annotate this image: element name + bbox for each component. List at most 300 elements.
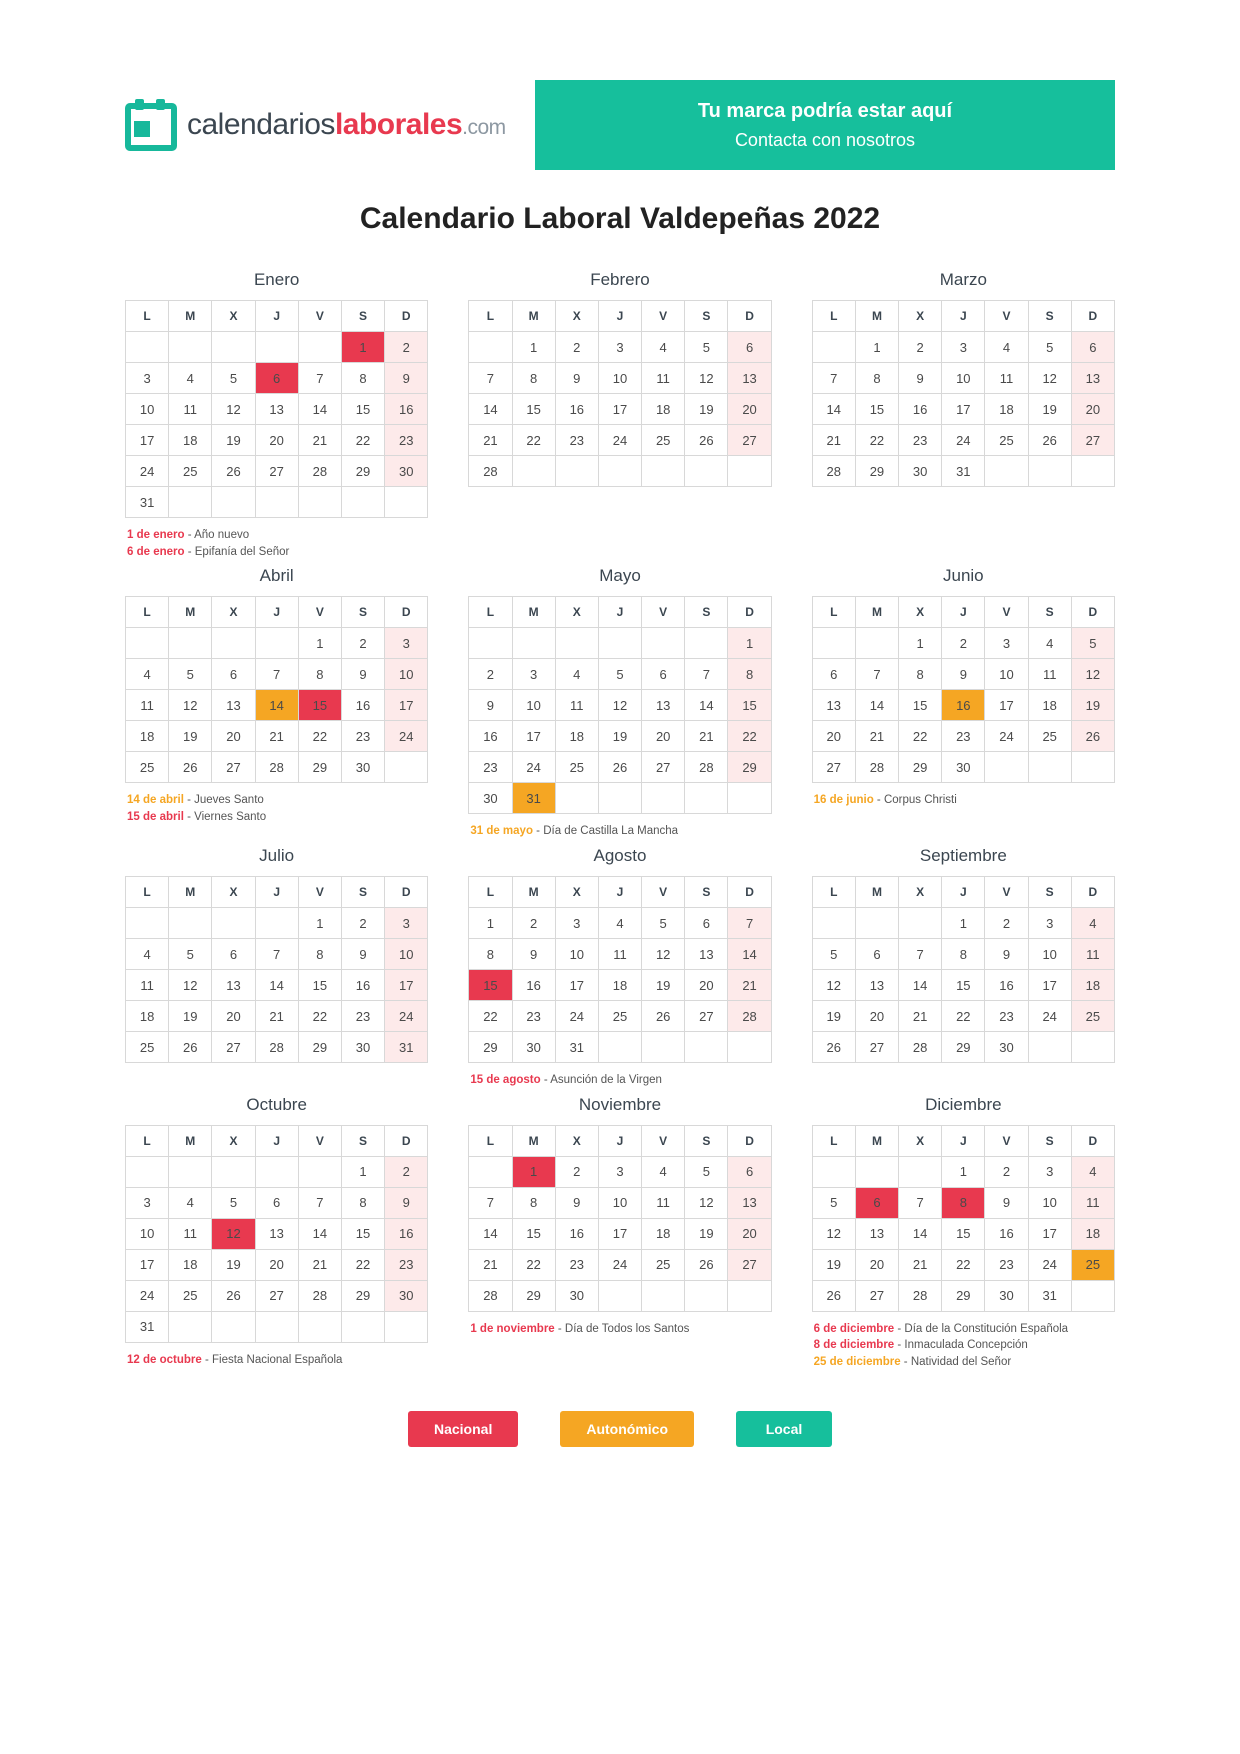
day-cell: 12	[212, 394, 255, 425]
day-cell-empty	[169, 487, 212, 518]
day-cell: 8	[469, 939, 512, 970]
day-cell: 1	[899, 628, 942, 659]
day-cell: 8	[298, 659, 341, 690]
weekday-header: L	[469, 1125, 512, 1156]
holiday-note-text: - Viernes Santo	[183, 811, 267, 824]
day-cell: 30	[942, 752, 985, 783]
day-cell-empty	[512, 456, 555, 487]
day-cell: 13	[855, 970, 898, 1001]
day-cell: 9	[341, 939, 384, 970]
day-cell: 15	[512, 1218, 555, 1249]
weekday-header: L	[469, 597, 512, 628]
day-cell: 27	[812, 752, 855, 783]
day-cell: 1	[341, 1156, 384, 1187]
weekday-header-row	[812, 301, 1114, 332]
day-cell-empty	[685, 628, 728, 659]
day-cell: 18	[555, 721, 598, 752]
day-cell: 20	[685, 970, 728, 1001]
day-cell: 7	[298, 1187, 341, 1218]
holiday-note	[814, 1321, 1115, 1338]
month-notes	[125, 527, 428, 560]
day-cell: 2	[985, 908, 1028, 939]
day-cell: 6	[685, 908, 728, 939]
holiday-note-date: 1 de noviembre	[470, 1322, 555, 1335]
day-cell: 10	[598, 363, 641, 394]
day-cell: 14	[899, 970, 942, 1001]
day-cell: 6	[855, 939, 898, 970]
day-cell: 25	[642, 1249, 685, 1280]
day-cell: 7	[255, 939, 298, 970]
day-cell: 3	[1028, 1156, 1071, 1187]
day-cell: 30	[469, 783, 512, 814]
week-row	[469, 1187, 771, 1218]
day-cell: 1	[512, 332, 555, 363]
weekday-header: M	[169, 301, 212, 332]
day-cell: 3	[512, 659, 555, 690]
weekday-header: J	[598, 877, 641, 908]
day-cell: 27	[685, 1001, 728, 1032]
day-cell: 6	[212, 939, 255, 970]
day-cell-empty	[812, 628, 855, 659]
weekday-header: X	[899, 1125, 942, 1156]
month-block	[125, 846, 428, 1089]
day-cell: 23	[512, 1001, 555, 1032]
holiday-note	[127, 809, 428, 826]
day-cell: 22	[341, 1249, 384, 1280]
day-cell-empty	[385, 1311, 428, 1342]
day-cell: 23	[985, 1249, 1028, 1280]
day-cell: 7	[728, 908, 771, 939]
holiday-note-text: - Inmaculada Concepción	[894, 1339, 1028, 1352]
day-cell: 12	[685, 363, 728, 394]
day-cell: 21	[728, 970, 771, 1001]
week-row	[126, 908, 428, 939]
weekday-header: S	[1028, 597, 1071, 628]
day-cell: 17	[512, 721, 555, 752]
day-cell: 22	[942, 1001, 985, 1032]
week-row	[126, 659, 428, 690]
weekday-header: L	[126, 1125, 169, 1156]
legend	[0, 1411, 1240, 1447]
weekday-header: M	[855, 301, 898, 332]
day-cell-empty	[212, 487, 255, 518]
day-cell-holiday: 14	[255, 690, 298, 721]
holiday-note-date: 16 de junio	[813, 794, 874, 807]
holiday-note	[470, 1072, 771, 1089]
day-cell: 20	[855, 1249, 898, 1280]
weekday-header-row	[812, 877, 1114, 908]
day-cell: 10	[598, 1187, 641, 1218]
holiday-note-text: - Corpus Christi	[873, 794, 957, 807]
day-cell: 9	[555, 363, 598, 394]
week-row	[126, 1156, 428, 1187]
weekday-header: X	[899, 877, 942, 908]
day-cell: 13	[812, 690, 855, 721]
week-row	[812, 908, 1114, 939]
weekday-header: J	[255, 1125, 298, 1156]
page-title: Calendario Laboral Valdepeñas 2022	[359, 202, 881, 235]
day-cell: 19	[169, 1001, 212, 1032]
day-cell: 16	[385, 1218, 428, 1249]
week-row	[126, 1249, 428, 1280]
day-cell: 27	[1071, 425, 1114, 456]
day-cell: 1	[942, 1156, 985, 1187]
day-cell: 16	[469, 721, 512, 752]
day-cell-empty	[341, 487, 384, 518]
holiday-note-date: 6 de diciembre	[813, 1322, 895, 1335]
holiday-note	[814, 1354, 1115, 1371]
legend-chip-loc[interactable]: Local	[736, 1411, 832, 1447]
promo-banner[interactable]	[535, 80, 1115, 170]
weekday-header: D	[1071, 1125, 1114, 1156]
month-name: Septiembre	[919, 846, 1007, 866]
day-cell: 27	[728, 425, 771, 456]
holiday-note-date: 1 de enero	[127, 529, 185, 541]
day-cell: 15	[855, 394, 898, 425]
weekday-header: M	[512, 877, 555, 908]
week-row	[126, 1187, 428, 1218]
day-cell-empty	[298, 1311, 341, 1342]
day-cell: 11	[1071, 939, 1114, 970]
weekday-header: X	[899, 597, 942, 628]
day-cell: 8	[341, 363, 384, 394]
week-row	[812, 1001, 1114, 1032]
week-row	[126, 363, 428, 394]
weekday-header: V	[985, 877, 1028, 908]
day-cell-empty	[212, 628, 255, 659]
day-cell-holiday: 25	[1071, 1249, 1114, 1280]
day-cell: 7	[685, 659, 728, 690]
month-notes	[812, 792, 1115, 809]
day-cell: 17	[1028, 1218, 1071, 1249]
day-cell: 16	[341, 970, 384, 1001]
day-cell: 13	[212, 970, 255, 1001]
holiday-note	[814, 792, 1115, 809]
day-cell: 28	[899, 1032, 942, 1063]
day-cell: 26	[212, 456, 255, 487]
weekday-header: X	[212, 301, 255, 332]
day-cell: 19	[1071, 690, 1114, 721]
day-cell: 20	[212, 1001, 255, 1032]
holiday-note-date: 14 de abril	[127, 794, 184, 807]
weekday-header: J	[255, 877, 298, 908]
week-row	[126, 628, 428, 659]
month-table	[125, 300, 428, 518]
day-cell: 11	[169, 394, 212, 425]
day-cell: 29	[728, 752, 771, 783]
legend-chip-nac[interactable]: Nacional	[408, 1411, 518, 1447]
holiday-note-text: - Año nuevo	[184, 529, 250, 541]
day-cell: 25	[126, 1032, 169, 1063]
day-cell-empty	[255, 628, 298, 659]
day-cell: 12	[598, 690, 641, 721]
day-cell-holiday: 1	[341, 332, 384, 363]
day-cell: 13	[685, 939, 728, 970]
day-cell: 2	[341, 628, 384, 659]
week-row	[126, 1032, 428, 1063]
day-cell-empty	[126, 332, 169, 363]
day-cell: 12	[642, 939, 685, 970]
month-table	[468, 300, 771, 487]
week-row	[469, 970, 771, 1001]
day-cell: 21	[298, 1249, 341, 1280]
month-block	[812, 270, 1115, 560]
day-cell: 13	[728, 363, 771, 394]
day-cell: 28	[899, 1280, 942, 1311]
week-row	[469, 908, 771, 939]
weekday-header: X	[212, 597, 255, 628]
day-cell: 13	[255, 1218, 298, 1249]
week-row	[469, 752, 771, 783]
week-row	[126, 1001, 428, 1032]
day-cell: 25	[1071, 1001, 1114, 1032]
weekday-header: V	[642, 877, 685, 908]
day-cell: 8	[512, 1187, 555, 1218]
day-cell: 28	[812, 456, 855, 487]
day-cell-empty	[685, 1032, 728, 1063]
day-cell: 16	[899, 394, 942, 425]
day-cell: 5	[212, 1187, 255, 1218]
weekday-header: D	[385, 597, 428, 628]
day-cell: 14	[899, 1218, 942, 1249]
weekday-header: J	[942, 597, 985, 628]
day-cell: 14	[255, 970, 298, 1001]
month-notes	[468, 1072, 771, 1089]
day-cell: 11	[642, 1187, 685, 1218]
day-cell: 17	[598, 394, 641, 425]
day-cell: 21	[685, 721, 728, 752]
weekday-header: S	[341, 301, 384, 332]
day-cell-empty	[169, 628, 212, 659]
day-cell: 8	[855, 363, 898, 394]
day-cell: 12	[1028, 363, 1071, 394]
day-cell: 13	[1071, 363, 1114, 394]
legend-chip-aut[interactable]: Autonómico	[560, 1411, 694, 1447]
day-cell: 11	[126, 970, 169, 1001]
weekday-header: D	[1071, 877, 1114, 908]
day-cell: 2	[555, 332, 598, 363]
week-row	[126, 425, 428, 456]
month-name: Octubre	[246, 1094, 307, 1114]
day-cell: 7	[899, 939, 942, 970]
day-cell-empty	[469, 628, 512, 659]
weekday-header: X	[212, 1125, 255, 1156]
day-cell-empty	[126, 628, 169, 659]
day-cell-empty	[642, 1032, 685, 1063]
day-cell: 4	[1028, 628, 1071, 659]
day-cell: 9	[899, 363, 942, 394]
week-row	[469, 1001, 771, 1032]
day-cell-holiday: 15	[298, 690, 341, 721]
day-cell: 3	[385, 908, 428, 939]
day-cell: 17	[1028, 970, 1071, 1001]
month-block	[125, 1095, 428, 1371]
week-row	[812, 1187, 1114, 1218]
day-cell: 24	[1028, 1001, 1071, 1032]
weekday-header: V	[298, 597, 341, 628]
month-table	[812, 876, 1115, 1063]
day-cell: 12	[812, 1218, 855, 1249]
week-row	[469, 1156, 771, 1187]
day-cell-empty	[255, 908, 298, 939]
day-cell-empty	[298, 1156, 341, 1187]
day-cell: 11	[126, 690, 169, 721]
day-cell: 7	[298, 363, 341, 394]
day-cell: 5	[812, 939, 855, 970]
day-cell: 20	[728, 1218, 771, 1249]
weekday-header: S	[341, 597, 384, 628]
day-cell: 31	[942, 456, 985, 487]
weekday-header-row	[469, 597, 771, 628]
day-cell: 9	[942, 659, 985, 690]
day-cell: 3	[598, 1156, 641, 1187]
day-cell: 26	[812, 1032, 855, 1063]
day-cell-empty	[642, 456, 685, 487]
day-cell: 26	[685, 1249, 728, 1280]
day-cell-empty	[169, 332, 212, 363]
day-cell: 3	[126, 363, 169, 394]
holiday-note-text: - Día de Todos los Santos	[554, 1322, 690, 1335]
day-cell: 5	[169, 939, 212, 970]
day-cell: 22	[469, 1001, 512, 1032]
day-cell: 26	[685, 425, 728, 456]
day-cell: 17	[126, 425, 169, 456]
week-row	[126, 721, 428, 752]
week-row	[126, 752, 428, 783]
week-row	[469, 332, 771, 363]
day-cell-empty	[598, 1032, 641, 1063]
day-cell: 25	[1028, 721, 1071, 752]
day-cell-holiday: 12	[212, 1218, 255, 1249]
day-cell-empty	[255, 487, 298, 518]
day-cell: 3	[126, 1187, 169, 1218]
day-cell: 10	[555, 939, 598, 970]
day-cell: 11	[598, 939, 641, 970]
logo-text-part3: .com	[462, 116, 506, 139]
holiday-note-date: 15 de abril	[127, 811, 184, 824]
day-cell: 28	[855, 752, 898, 783]
day-cell: 10	[1028, 939, 1071, 970]
day-cell-empty	[812, 908, 855, 939]
day-cell: 23	[985, 1001, 1028, 1032]
day-cell: 7	[899, 1187, 942, 1218]
weekday-header-row	[126, 1125, 428, 1156]
day-cell-empty	[598, 1280, 641, 1311]
day-cell: 24	[385, 1001, 428, 1032]
day-cell: 27	[855, 1032, 898, 1063]
day-cell: 29	[512, 1280, 555, 1311]
day-cell: 5	[685, 1156, 728, 1187]
week-row	[812, 690, 1114, 721]
day-cell: 29	[942, 1280, 985, 1311]
day-cell-empty	[812, 332, 855, 363]
month-name: Febrero	[590, 270, 650, 289]
day-cell: 15	[341, 1218, 384, 1249]
logo-text-part1: calendarios	[187, 108, 335, 141]
day-cell: 28	[685, 752, 728, 783]
day-cell-empty	[598, 783, 641, 814]
day-cell: 21	[469, 1249, 512, 1280]
weekday-header-row	[812, 1125, 1114, 1156]
day-cell: 24	[126, 456, 169, 487]
day-cell-empty	[469, 332, 512, 363]
site-logo[interactable]	[125, 80, 525, 170]
day-cell-empty	[126, 908, 169, 939]
day-cell: 30	[985, 1032, 1028, 1063]
holiday-note	[814, 1337, 1115, 1354]
weekday-header-row	[469, 877, 771, 908]
day-cell-empty	[855, 1156, 898, 1187]
day-cell-holiday: 8	[942, 1187, 985, 1218]
day-cell: 1	[855, 332, 898, 363]
week-row	[126, 1280, 428, 1311]
day-cell: 10	[126, 1218, 169, 1249]
day-cell: 7	[469, 363, 512, 394]
day-cell: 29	[298, 752, 341, 783]
day-cell: 9	[512, 939, 555, 970]
day-cell: 1	[942, 908, 985, 939]
day-cell: 13	[728, 1187, 771, 1218]
holiday-note	[470, 823, 771, 840]
month-name: Agosto	[593, 846, 647, 866]
day-cell-empty	[469, 1156, 512, 1187]
day-cell-empty	[728, 1032, 771, 1063]
weekday-header: S	[1028, 301, 1071, 332]
day-cell: 3	[598, 332, 641, 363]
day-cell-holiday: 31	[512, 783, 555, 814]
day-cell: 15	[942, 970, 985, 1001]
day-cell: 15	[899, 690, 942, 721]
day-cell-holiday: 15	[469, 970, 512, 1001]
day-cell: 2	[555, 1156, 598, 1187]
day-cell: 28	[298, 1280, 341, 1311]
day-cell: 18	[1071, 970, 1114, 1001]
day-cell: 6	[728, 1156, 771, 1187]
day-cell: 23	[899, 425, 942, 456]
day-cell: 18	[598, 970, 641, 1001]
day-cell: 7	[469, 1187, 512, 1218]
weekday-header: J	[598, 597, 641, 628]
week-row	[126, 690, 428, 721]
day-cell-empty	[985, 456, 1028, 487]
weekday-header-row	[126, 877, 428, 908]
weekday-header: D	[728, 597, 771, 628]
month-notes	[125, 792, 428, 825]
weekday-header: D	[385, 1125, 428, 1156]
day-cell: 8	[298, 939, 341, 970]
day-cell: 20	[855, 1001, 898, 1032]
day-cell: 10	[385, 939, 428, 970]
day-cell: 16	[985, 1218, 1028, 1249]
day-cell-empty	[985, 752, 1028, 783]
day-cell: 16	[341, 690, 384, 721]
weekday-header: V	[642, 1125, 685, 1156]
week-row	[812, 752, 1114, 783]
weekday-header: L	[126, 877, 169, 908]
weekday-header: V	[298, 877, 341, 908]
weekday-header: S	[341, 877, 384, 908]
day-cell: 24	[985, 721, 1028, 752]
day-cell: 1	[469, 908, 512, 939]
holiday-note-text: - Natividad del Señor	[900, 1356, 1012, 1369]
day-cell: 4	[126, 659, 169, 690]
day-cell: 28	[255, 1032, 298, 1063]
week-row	[126, 1218, 428, 1249]
day-cell: 14	[685, 690, 728, 721]
weekday-header: V	[298, 301, 341, 332]
day-cell: 24	[598, 1249, 641, 1280]
week-row	[126, 939, 428, 970]
